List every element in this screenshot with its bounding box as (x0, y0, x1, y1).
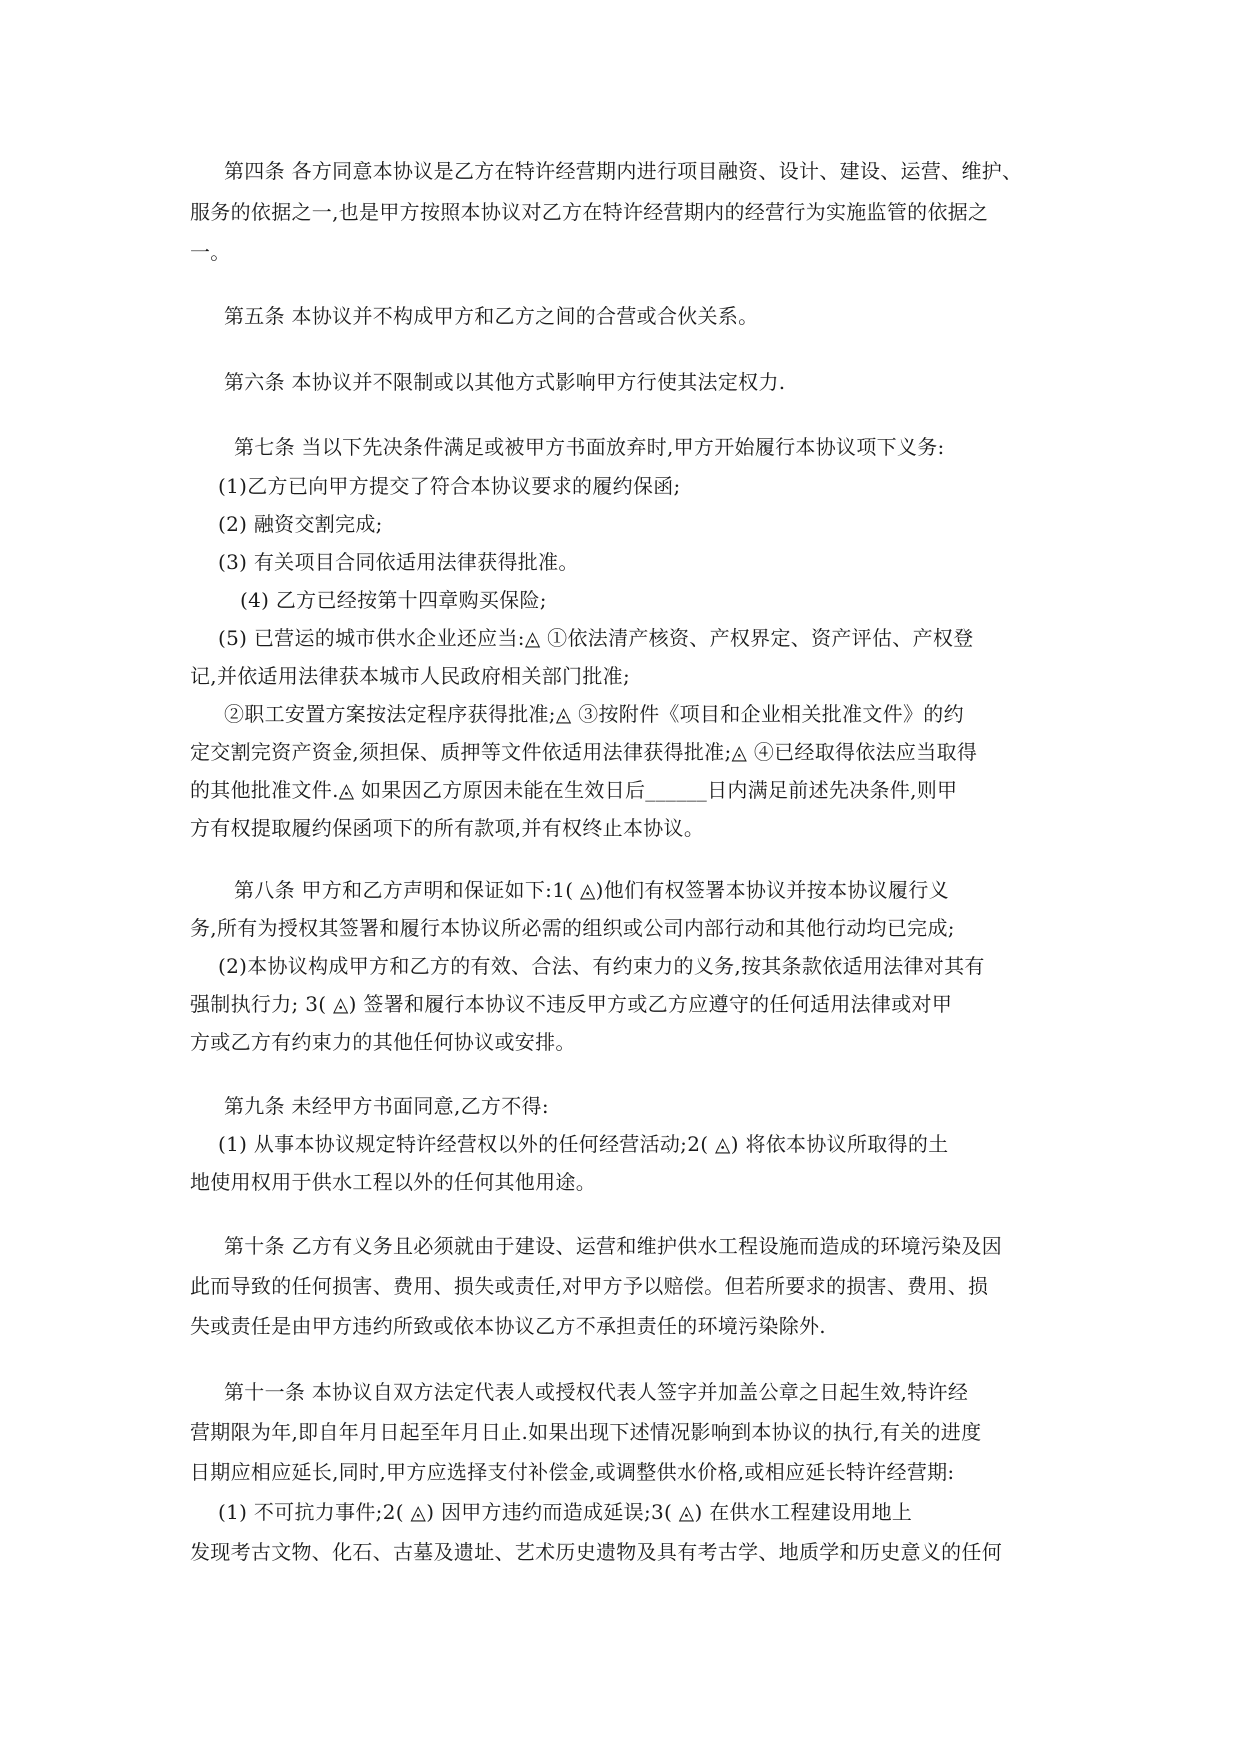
article-6: 第六条 本协议并不限制或以其他方式影响甲方行使其法定权力. (224, 370, 786, 394)
article-11-line-4: (1) 不可抗力事件;2( ◬) 因甲方违约而造成延误;3( ◬) 在供水工程建设用地上 (218, 1500, 913, 1524)
article-9-line-1: 第九条 未经甲方书面同意,乙方不得: (224, 1094, 549, 1118)
article-7-item-2: (2) 融资交割完成; (218, 512, 383, 536)
article-11-line-5: 发现考古文物、化石、古墓及遗址、艺术历史遗物及具有考古学、地质学和历史意义的任何 (190, 1540, 1002, 1564)
article-8-line-5: 方或乙方有约束力的其他任何协议或安排。 (190, 1030, 576, 1054)
article-8-line-4: 强制执行力; 3( ◬) 签署和履行本协议不违反甲方或乙方应遵守的任何适用法律或对甲 (190, 992, 953, 1016)
article-7-item-5-line-2: 记,并依适用法律获本城市人民政府相关部门批准; (190, 664, 630, 688)
article-7-item-4: (4) 乙方已经按第十四章购买保险; (240, 588, 547, 612)
article-8-line-3: (2)本协议构成甲方和乙方的有效、合法、有约束力的义务,按其条款依适用法律对其有 (218, 954, 985, 978)
article-5: 第五条 本协议并不构成甲方和乙方之间的合营或合伙关系。 (224, 304, 759, 328)
article-4-line-3: 一。 (190, 240, 231, 264)
article-4-line-2: 服务的依据之一,也是甲方按照本协议对乙方在特许经营期内的经营行为实施监管的依据之 (190, 200, 989, 224)
article-8-line-2: 务,所有为授权其签署和履行本协议所必需的组织或公司内部行动和其他行动均已完成; (190, 916, 955, 940)
article-7-item-5-line-5: 的其他批准文件.◬ 如果因乙方原因未能在生效日后______日内满足前述先决条件,则甲 (190, 778, 958, 802)
article-7-item-5-line-4: 定交割完资产资金,须担保、质押等文件依适用法律获得批准;◬ ④已经取得依法应当取得 (190, 740, 978, 764)
article-8-line-1: 第八条 甲方和乙方声明和保证如下:1( ◬)他们有权签署本协议并按本协议履行义 (234, 878, 949, 902)
article-7-item-5-line-6: 方有权提取履约保函项下的所有款项,并有权终止本协议。 (190, 816, 705, 840)
article-9-line-3: 地使用权用于供水工程以外的任何其他用途。 (190, 1170, 596, 1194)
article-11-line-3: 日期应相应延长,同时,甲方应选择支付补偿金,或调整供水价格,或相应延长特许经营期: (190, 1460, 955, 1484)
article-11-line-1: 第十一条 本协议自双方法定代表人或授权代表人签字并加盖公章之日起生效,特许经 (224, 1380, 969, 1404)
article-10-line-1: 第十条 乙方有义务且必须就由于建设、运营和维护供水工程设施而造成的环境污染及因 (224, 1234, 1003, 1258)
article-10-line-2: 此而导致的任何损害、费用、损失或责任,对甲方予以赔偿。但若所要求的损害、费用、损 (190, 1274, 989, 1298)
article-7-line-1: 第七条 当以下先决条件满足或被甲方书面放弃时,甲方开始履行本协议项下义务: (234, 435, 945, 459)
article-9-line-2: (1) 从事本协议规定特许经营权以外的任何经营活动;2( ◬) 将依本协议所取得的土 (218, 1132, 949, 1156)
article-7-item-1: (1)乙方已向甲方提交了符合本协议要求的履约保函; (218, 474, 681, 498)
article-7-item-5-line-3: ②职工安置方案按法定程序获得批准;◬ ③按附件《项目和企业相关批准文件》的约 (224, 702, 964, 726)
article-7-item-5-line-1: (5) 已营运的城市供水企业还应当:◬ ①依法清产核资、产权界定、资产评估、产权登 (218, 626, 974, 650)
article-4-line-1: 第四条 各方同意本协议是乙方在特许经营期内进行项目融资、设计、建设、运营、维护、 (224, 159, 1023, 183)
article-11-line-2: 营期限为年,即自年月日起至年月日止.如果出现下述情况影响到本协议的执行,有关的进度 (190, 1420, 982, 1444)
article-7-item-3: (3) 有关项目合同依适用法律获得批准。 (218, 550, 579, 574)
article-10-line-3: 失或责任是由甲方违约所致或依本协议乙方不承担责任的环境污染除外. (190, 1314, 826, 1338)
